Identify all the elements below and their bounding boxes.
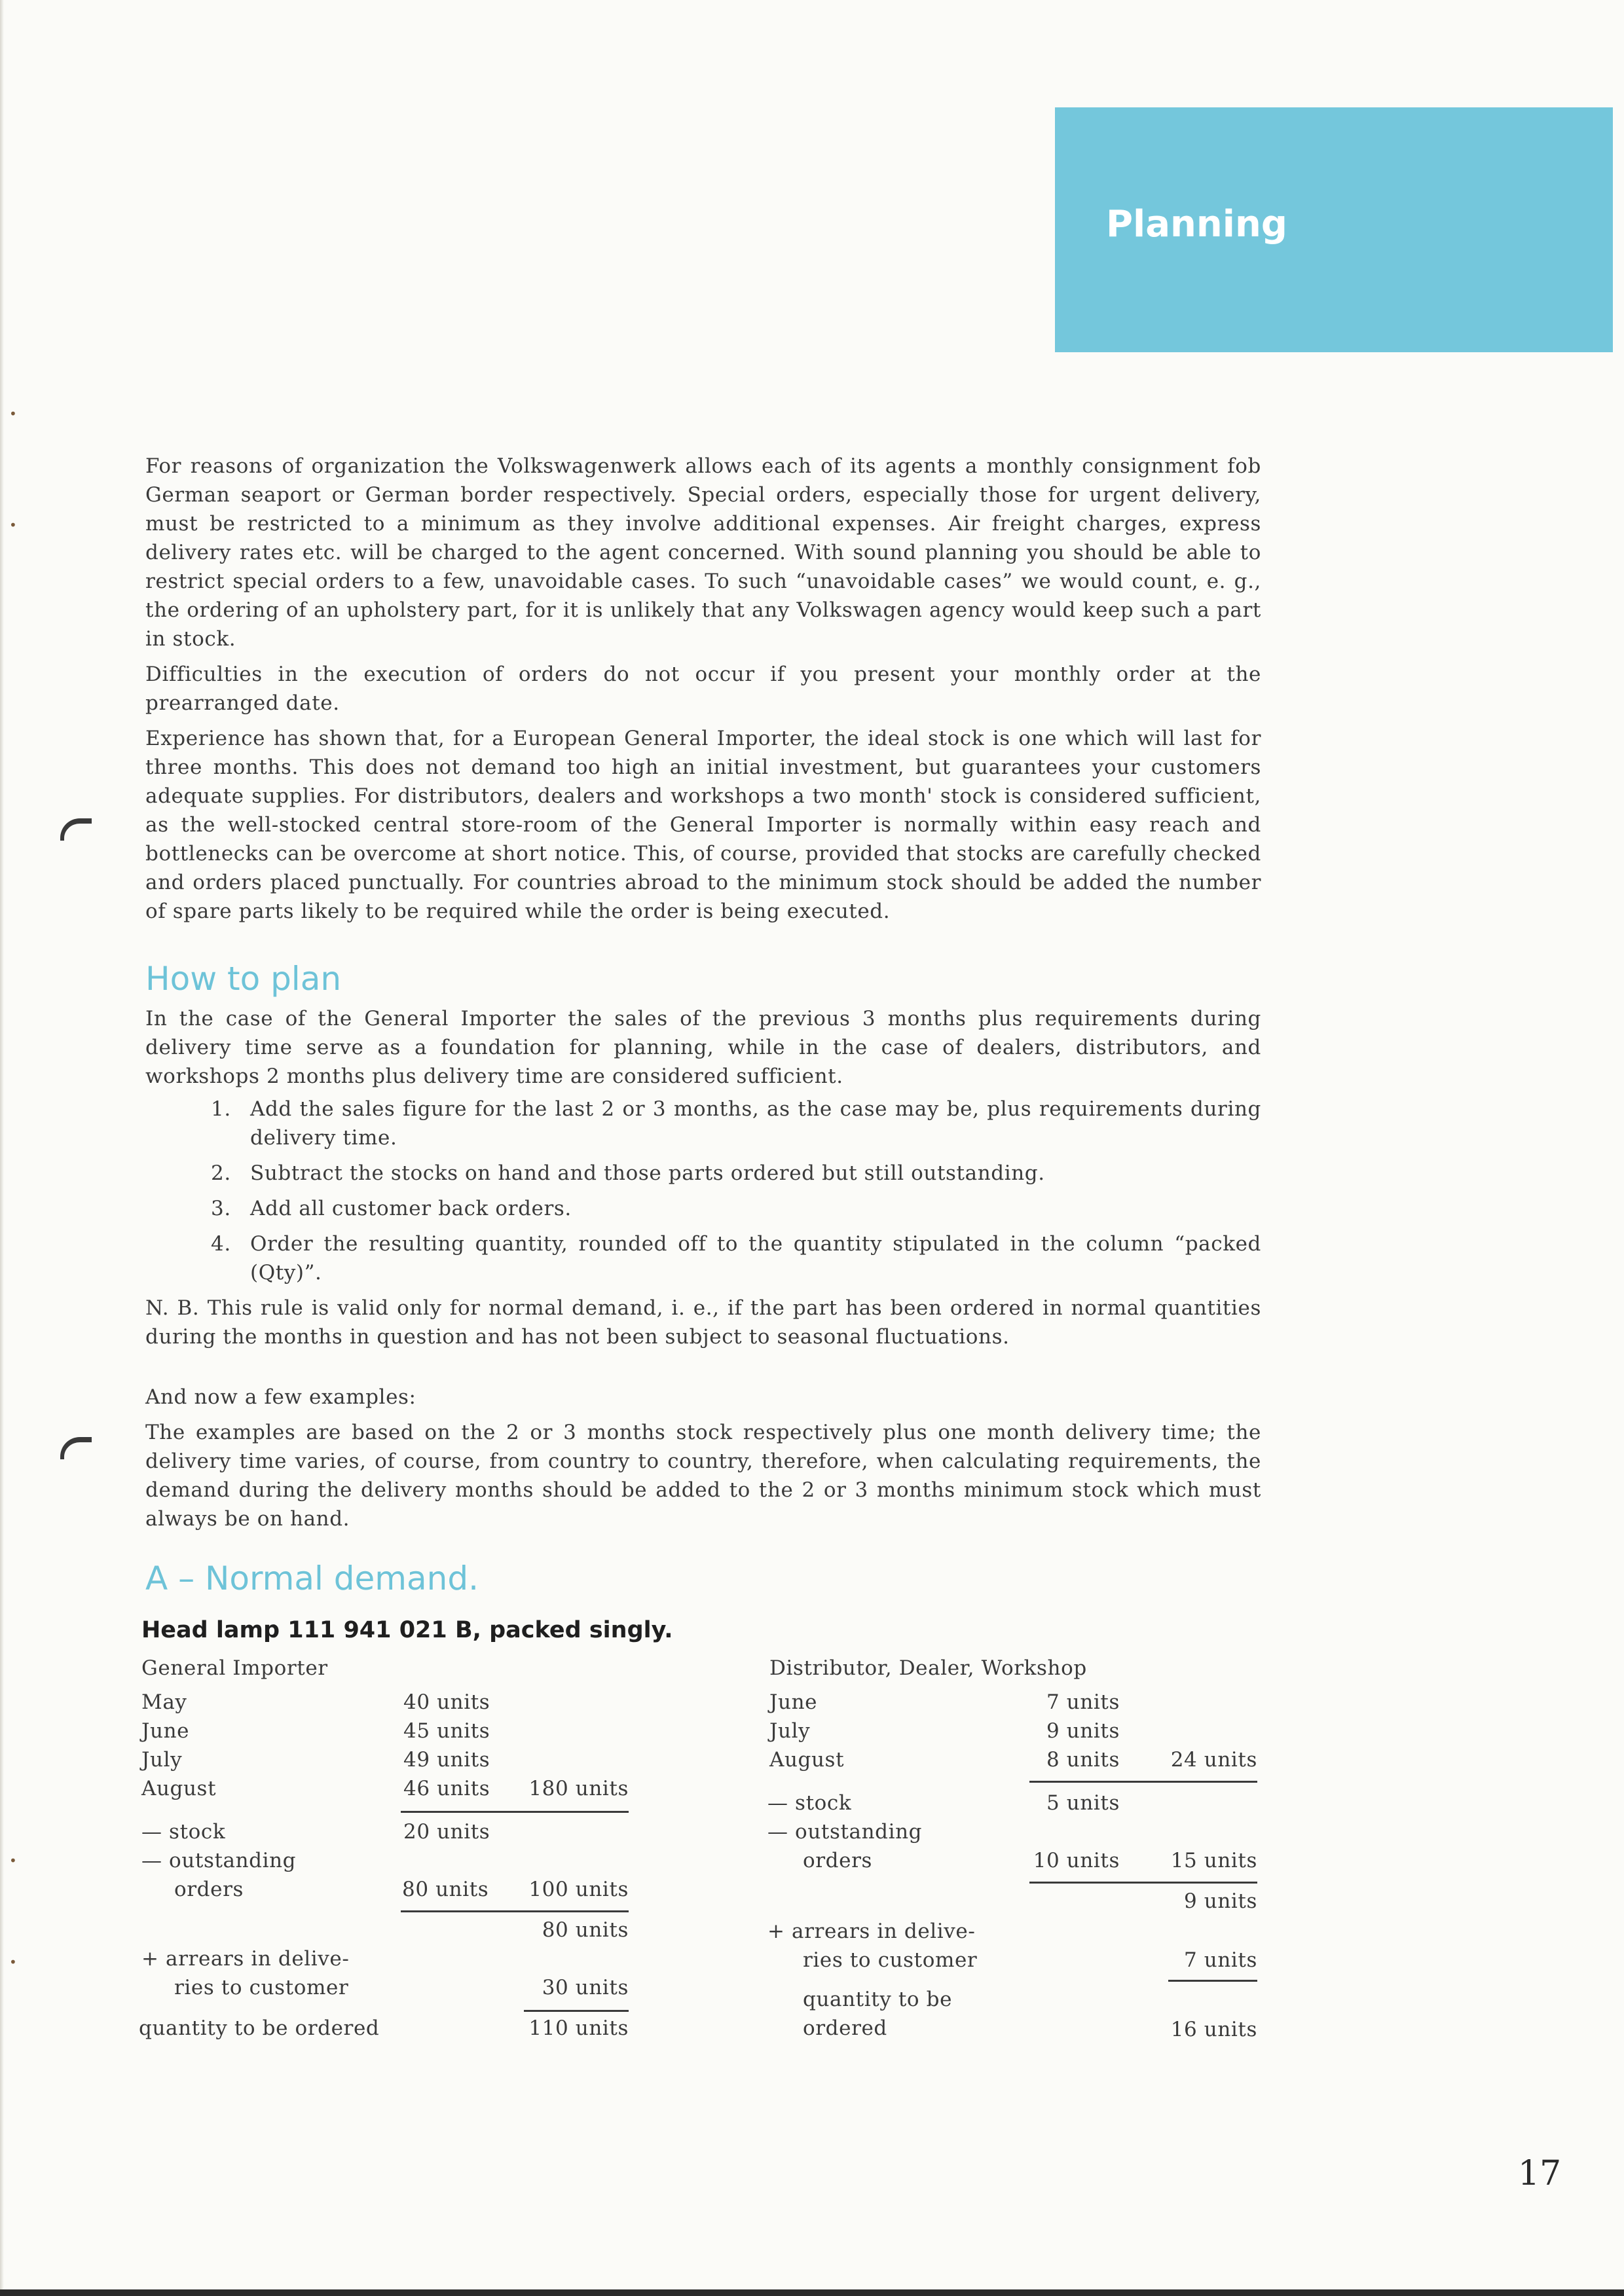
- month-label: June: [141, 1719, 190, 1743]
- month-label: July: [769, 1719, 811, 1743]
- examples-text: The examples are based on the 2 or 3 months stock respectively plus one month delivery time; the delivery time varies, of course, from country to country, therefore, when calculating requirements, the demand during the delivery months should be added to the 2 or 3 months minimum stock which must always be on hand.: [145, 1421, 1261, 1531]
- subtotal-rule: [1029, 1882, 1257, 1884]
- orders-total: 100 units: [528, 1878, 629, 1901]
- stock-value: 5 units: [1046, 1791, 1120, 1815]
- orders-value: 10 units: [1033, 1849, 1120, 1872]
- month-value: 7 units: [1046, 1690, 1120, 1714]
- outstanding-label: — outstanding: [767, 1820, 923, 1844]
- intro-paragraph: Difficulties in the execution of orders do not occur if you present your monthly order at the prearranged date.: [145, 663, 1261, 715]
- stock-value: 20 units: [403, 1820, 490, 1844]
- binder-notch: [60, 818, 92, 841]
- page-binding-edge: [0, 0, 4, 2296]
- intro-text: [145, 452, 1261, 926]
- month-value: 45 units: [403, 1719, 490, 1743]
- month-label: August: [141, 1777, 217, 1800]
- binder-notch: [60, 1437, 92, 1459]
- page-number: 17: [1518, 2154, 1562, 2193]
- page-bottom-edge: [0, 2289, 1624, 2296]
- binder-hole-mark: •: [9, 1853, 17, 1868]
- part-heading: Head lamp 111 941 021 B, packed singly.: [141, 1617, 673, 1643]
- binder-hole-mark: •: [9, 406, 17, 422]
- normal-demand-heading: A – Normal demand.: [145, 1559, 479, 1597]
- orders-value: 80 units: [402, 1878, 489, 1901]
- quantity-label: quantity to be: [803, 1988, 953, 2011]
- subtotal-value: 9 units: [1184, 1889, 1257, 1913]
- section-header-box: [1055, 107, 1613, 352]
- arrears-label: + arrears in delive-: [141, 1947, 350, 1971]
- arrears-label: ries to customer: [803, 1948, 978, 1972]
- orders-label: orders: [803, 1849, 872, 1872]
- sum-value: 180 units: [528, 1777, 629, 1800]
- quantity-value: 16 units: [1170, 2018, 1257, 2041]
- sum-rule: [401, 1811, 629, 1813]
- month-label: May: [141, 1690, 187, 1714]
- month-value: 9 units: [1046, 1719, 1120, 1743]
- binder-hole-mark: •: [9, 517, 17, 533]
- total-rule: [1168, 1980, 1257, 1982]
- month-label: July: [141, 1748, 183, 1772]
- nb-note: N. B. This rule is valid only for normal demand, i. e., if the part has been ordered in normal quantities during the months in question and has not been subject to seasonal fluctuations.: [145, 1296, 1261, 1349]
- how-to-plan-lead: In the case of the General Importer the sales of the previous 3 months plus requirements during delivery time serve as a foundation for planning, while in the case of dealers, distributors, and workshops 2 months plus delivery time are considered sufficient.: [145, 1007, 1261, 1088]
- general-importer-title: General Importer: [141, 1656, 328, 1680]
- outstanding-label: — outstanding: [141, 1849, 297, 1872]
- intro-paragraph: For reasons of organization the Volkswagenwerk allows each of its agents a monthly consignment fob German seaport or German border respectively. Special orders, especially those for urgent delivery, must be restricted to a minimum as they involve additional expenses. Air freight charges, express delivery rates etc. will be charged to the agent concerned. With sound planning you should be able to restrict special orders to a few, unavoidable cases. To such “unavoidable cases” we would count, e. g., the ordering of an upholstery part, for it is unlikely that any Volkswagen agency would keep such a part in stock.: [145, 454, 1261, 651]
- month-value: 40 units: [403, 1690, 490, 1714]
- orders-label: orders: [174, 1878, 244, 1901]
- quantity-value: 110 units: [528, 2016, 629, 2040]
- stock-label: — stock: [767, 1791, 852, 1815]
- month-label: August: [769, 1748, 845, 1772]
- month-label: June: [769, 1690, 818, 1714]
- section-title: Planning: [1106, 203, 1287, 246]
- month-value: 49 units: [403, 1748, 490, 1772]
- quantity-label: ordered: [803, 2016, 887, 2040]
- planning-step: 2. Subtract the stocks on hand and those parts ordered but still outstanding.: [211, 1161, 1045, 1185]
- arrears-label: + arrears in delive-: [767, 1920, 976, 1943]
- subtotal-value: 80 units: [542, 1918, 629, 1942]
- orders-total: 15 units: [1170, 1849, 1257, 1872]
- planning-step: 1. Add the sales figure for the last 2 or 3 months, as the case may be, plus requirements during delivery time.: [211, 1097, 1261, 1150]
- arrears-value: 7 units: [1184, 1948, 1257, 1972]
- planning-steps: [145, 1095, 1261, 1287]
- sum-value: 24 units: [1170, 1748, 1257, 1772]
- intro-paragraph: Experience has shown that, for a European General Importer, the ideal stock is one which will last for three months. This does not demand too high an initial investment, but guarantees your customers adequate supplies. For distributors, dealers and workshops a two month' stock is considered sufficient, as the well-stocked central store-room of the General Importer is normally within easy reach and bottlenecks can be overcome at short notice. This, of course, provided that stocks are carefully checked and orders placed punctually. For countries abroad to the minimum stock should be added the number of spare parts likely to be required while the order is being executed.: [145, 727, 1261, 923]
- planning-step: 4. Order the resulting quantity, rounded off to the quantity stipulated in the column “packed (Qty)”.: [211, 1232, 1261, 1285]
- planning-step: 3. Add all customer back orders.: [211, 1197, 572, 1220]
- examples-intro: And now a few examples:: [145, 1385, 416, 1409]
- how-to-plan-section: [145, 960, 1261, 1597]
- quantity-label: quantity to be ordered: [139, 2016, 380, 2040]
- stock-label: — stock: [141, 1820, 226, 1844]
- binder-hole-mark: •: [9, 1954, 17, 1970]
- how-to-plan-heading: How to plan: [145, 960, 342, 998]
- month-value: 46 units: [403, 1777, 490, 1800]
- sum-rule: [1029, 1781, 1257, 1783]
- arrears-label: ries to customer: [174, 1976, 349, 1999]
- distributor-title: Distributor, Dealer, Workshop: [769, 1656, 1087, 1680]
- arrears-value: 30 units: [542, 1976, 629, 1999]
- month-value: 8 units: [1046, 1748, 1120, 1772]
- total-rule: [524, 2010, 629, 2012]
- subtotal-rule: [401, 1910, 629, 1912]
